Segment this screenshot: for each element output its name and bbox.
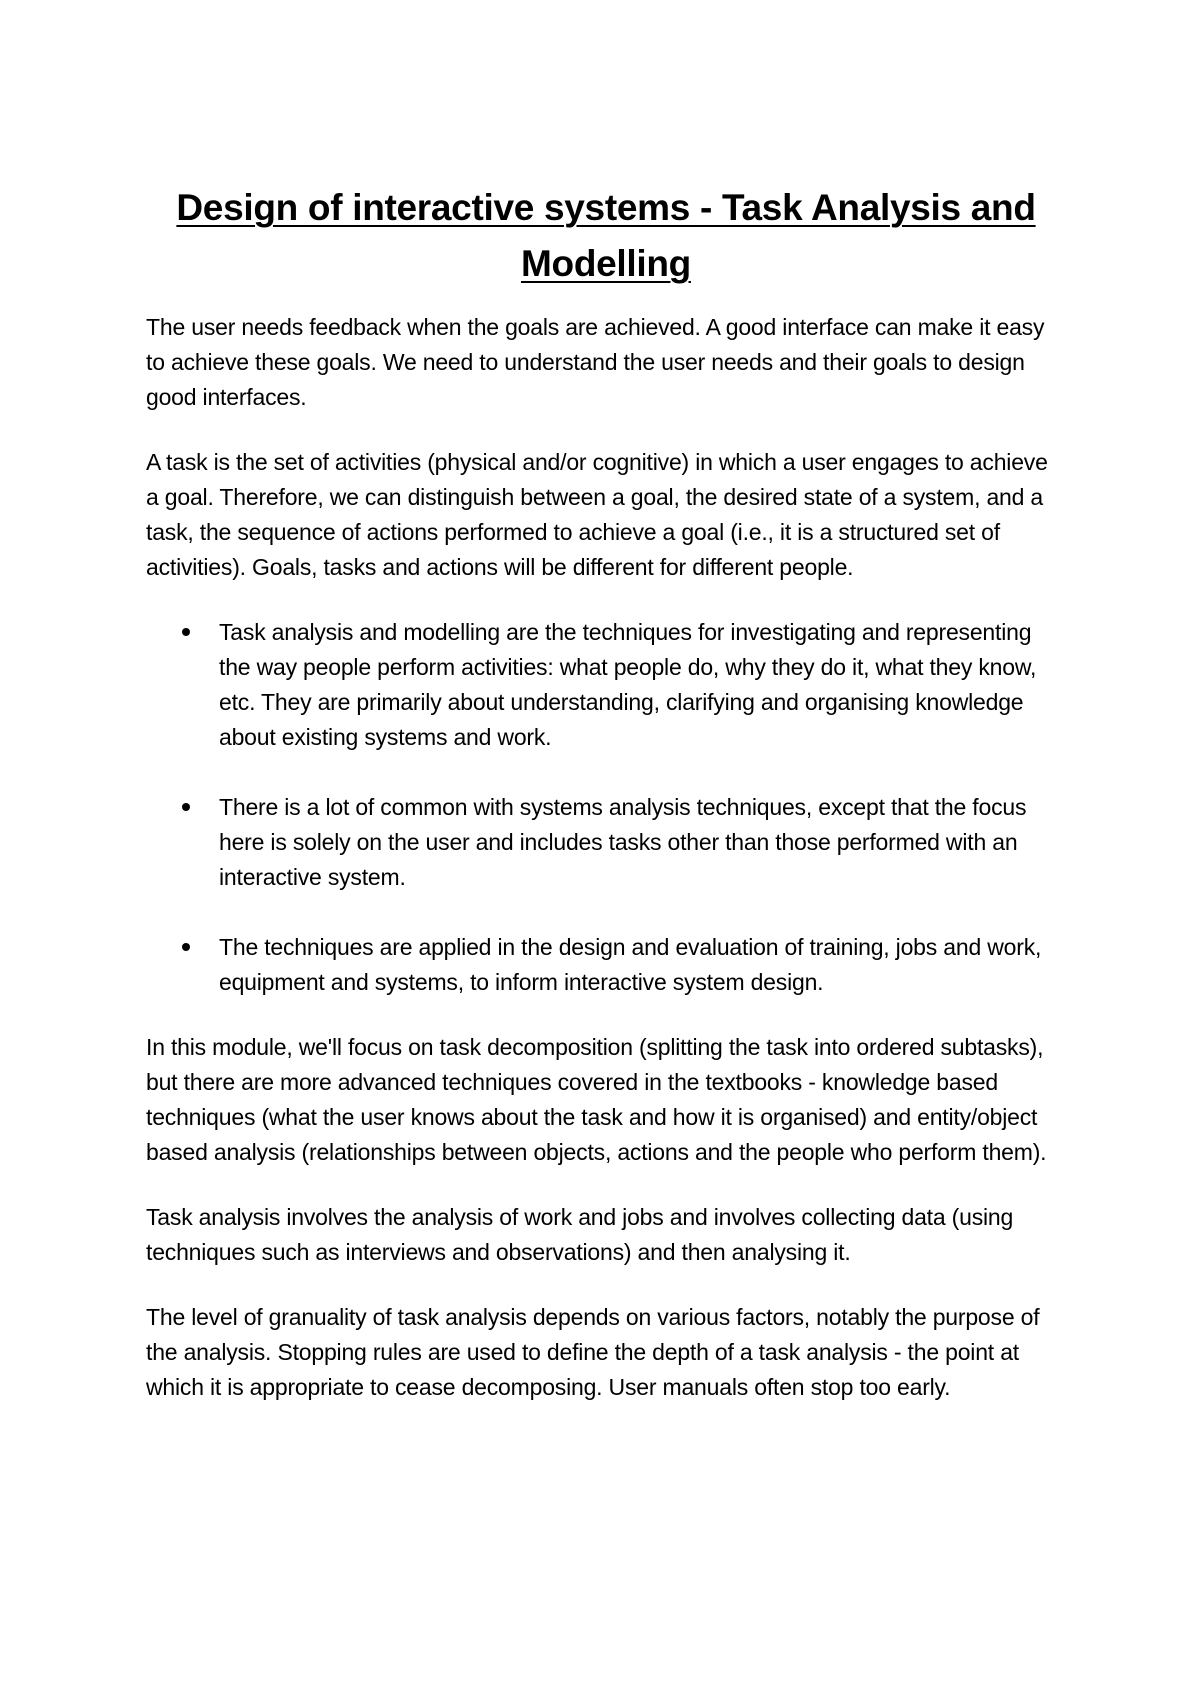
- title-line-2: Modelling: [521, 243, 691, 284]
- paragraph-task-definition: A task is the set of activities (physical and/or cognitive) in which a user engages to achieve a goal. Therefore, we can distinguish between a goal, the desired state of a system, and a task, the sequence of actions performed to achieve a goal (i.e., it is a structured set of activities). Goals, tasks and actions will be different for different people.: [146, 449, 1048, 580]
- bullet-icon: [182, 628, 190, 636]
- bullet-icon: [182, 803, 190, 811]
- bullet-item: [146, 790, 1066, 895]
- bullet-icon: [182, 943, 190, 951]
- bullet-text: There is a lot of common with systems analysis techniques, except that the focus here is solely on the user and includes tasks other than those performed with an interactive system.: [219, 794, 1027, 890]
- title-line-1: Design of interactive systems - Task Analysis and: [176, 187, 1036, 228]
- bullet-list: [146, 615, 1066, 1000]
- document-page: [146, 180, 1066, 1435]
- paragraph-granularity: The level of granuality of task analysis depends on various factors, notably the purpose of the analysis. Stopping rules are used to define the depth of a task analysis - the point at which it is appropriate to cease decomposing. User manuals often stop too early.: [146, 1304, 1040, 1400]
- document-title: [146, 180, 1066, 292]
- paragraph-task-decomposition: In this module, we'll focus on task decomposition (splitting the task into ordered subtasks), but there are more advanced techniques covered in the textbooks - knowledge based techniques (what the user knows about the task and how it is organised) and entity/object based analysis (relationships between objects, actions and the people who perform them).: [146, 1034, 1047, 1165]
- bullet-item: [146, 930, 1066, 1000]
- paragraph-feedback: The user needs feedback when the goals are achieved. A good interface can make it easy to achieve these goals. We need to understand the user needs and their goals to design good interfaces.: [146, 314, 1045, 410]
- bullet-text: The techniques are applied in the design and evaluation of training, jobs and work, equipment and systems, to inform interactive system design.: [219, 934, 1042, 995]
- bullet-item: [146, 615, 1066, 755]
- paragraph-data-collection: Task analysis involves the analysis of work and jobs and involves collecting data (using techniques such as interviews and observations) and then analysing it.: [146, 1204, 1014, 1265]
- bullet-text: Task analysis and modelling are the techniques for investigating and representing the way people perform activities: what people do, why they do it, what they know, etc. They are primarily about understanding, clarifying and organising knowledge about existing systems and work.: [219, 619, 1037, 750]
